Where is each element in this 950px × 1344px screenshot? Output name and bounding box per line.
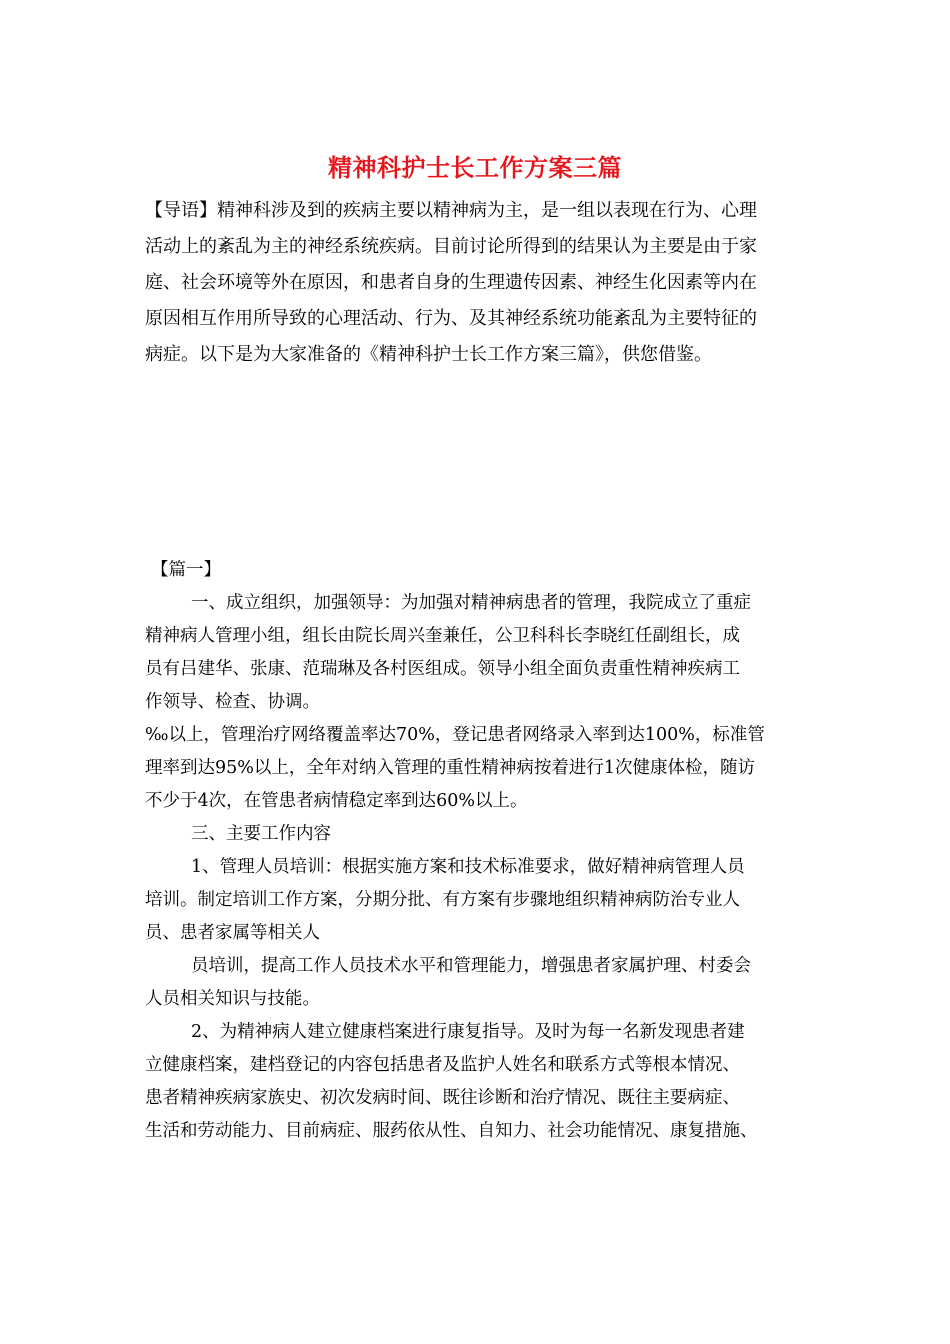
body-line: 立健康档案，建档登记的内容包括患者及监护人姓名和联系方式等根本情况、	[145, 1055, 740, 1075]
intro-line: 病症。以下是为大家准备的《精神科护士长工作方案三篇》，供您借鉴。	[145, 344, 712, 365]
body-line: 人员相关知识与技能。	[145, 989, 320, 1009]
body-line: 不少于4次，在管患者病情稳定率到达60%以上。	[145, 791, 528, 811]
body-line: 员、患者家属等相关人	[145, 923, 320, 943]
body-line: 一、成立组织，加强领导：为加强对精神病患者的管理，我院成立了重症	[191, 593, 751, 613]
body-line: 1、管理人员培训：根据实施方案和技术标准要求，做好精神病管理人员	[191, 857, 745, 877]
body-line: 生活和劳动能力、目前病症、服药依从性、自知力、社会功能情况、康复措施、	[145, 1121, 758, 1141]
body-line: 2、为精神病人建立健康档案进行康复指导。及时为每一名新发现患者建	[191, 1022, 745, 1042]
document-title: 精神科护士长工作方案三篇	[328, 153, 622, 182]
body-line: ‰以上，管理治疗网络覆盖率达70%，登记患者网络录入率到达100%，标准管	[145, 725, 765, 745]
body-line: 作领导、检查、协调。	[145, 692, 320, 712]
intro-paragraph	[145, 193, 805, 373]
body-line: 患者精神疾病家族史、初次发病时间、既往诊断和治疗情况、既往主要病症、	[145, 1088, 740, 1108]
intro-line: 庭、社会环境等外在原因，和患者自身的生理遗传因素、神经生化因素等内在	[145, 272, 757, 293]
body-line: 培训。制定培训工作方案，分期分批、有方案有步骤地组织精神病防治专业人	[145, 890, 740, 910]
body-line: 精神病人管理小组，组长由院长周兴奎兼任，公卫科科长李晓红任副组长，成	[145, 626, 740, 646]
intro-line: 活动上的紊乱为主的神经系统疾病。目前讨论所得到的结果认为主要是由于家	[145, 236, 757, 257]
section-heading: 【篇一】	[151, 560, 221, 580]
body-line: 员有吕建华、张康、范瑞琳及各村医组成。领导小组全面负责重性精神疾病工	[145, 659, 740, 679]
intro-line: 【导语】精神科涉及到的疾病主要以精神病为主，是一组以表现在行为、心理	[145, 200, 757, 221]
body-line: 员培训，提高工作人员技术水平和管理能力，增强患者家属护理、村委会	[191, 956, 751, 976]
section-part-one	[145, 554, 810, 1148]
body-line: 理率到达95%以上，全年对纳入管理的重性精神病按着进行1次健康体检，随访	[145, 758, 756, 778]
subheading: 三、主要工作内容	[191, 824, 331, 844]
intro-line: 原因相互作用所导致的心理活动、行为、及其神经系统功能紊乱为主要特征的	[145, 308, 757, 329]
